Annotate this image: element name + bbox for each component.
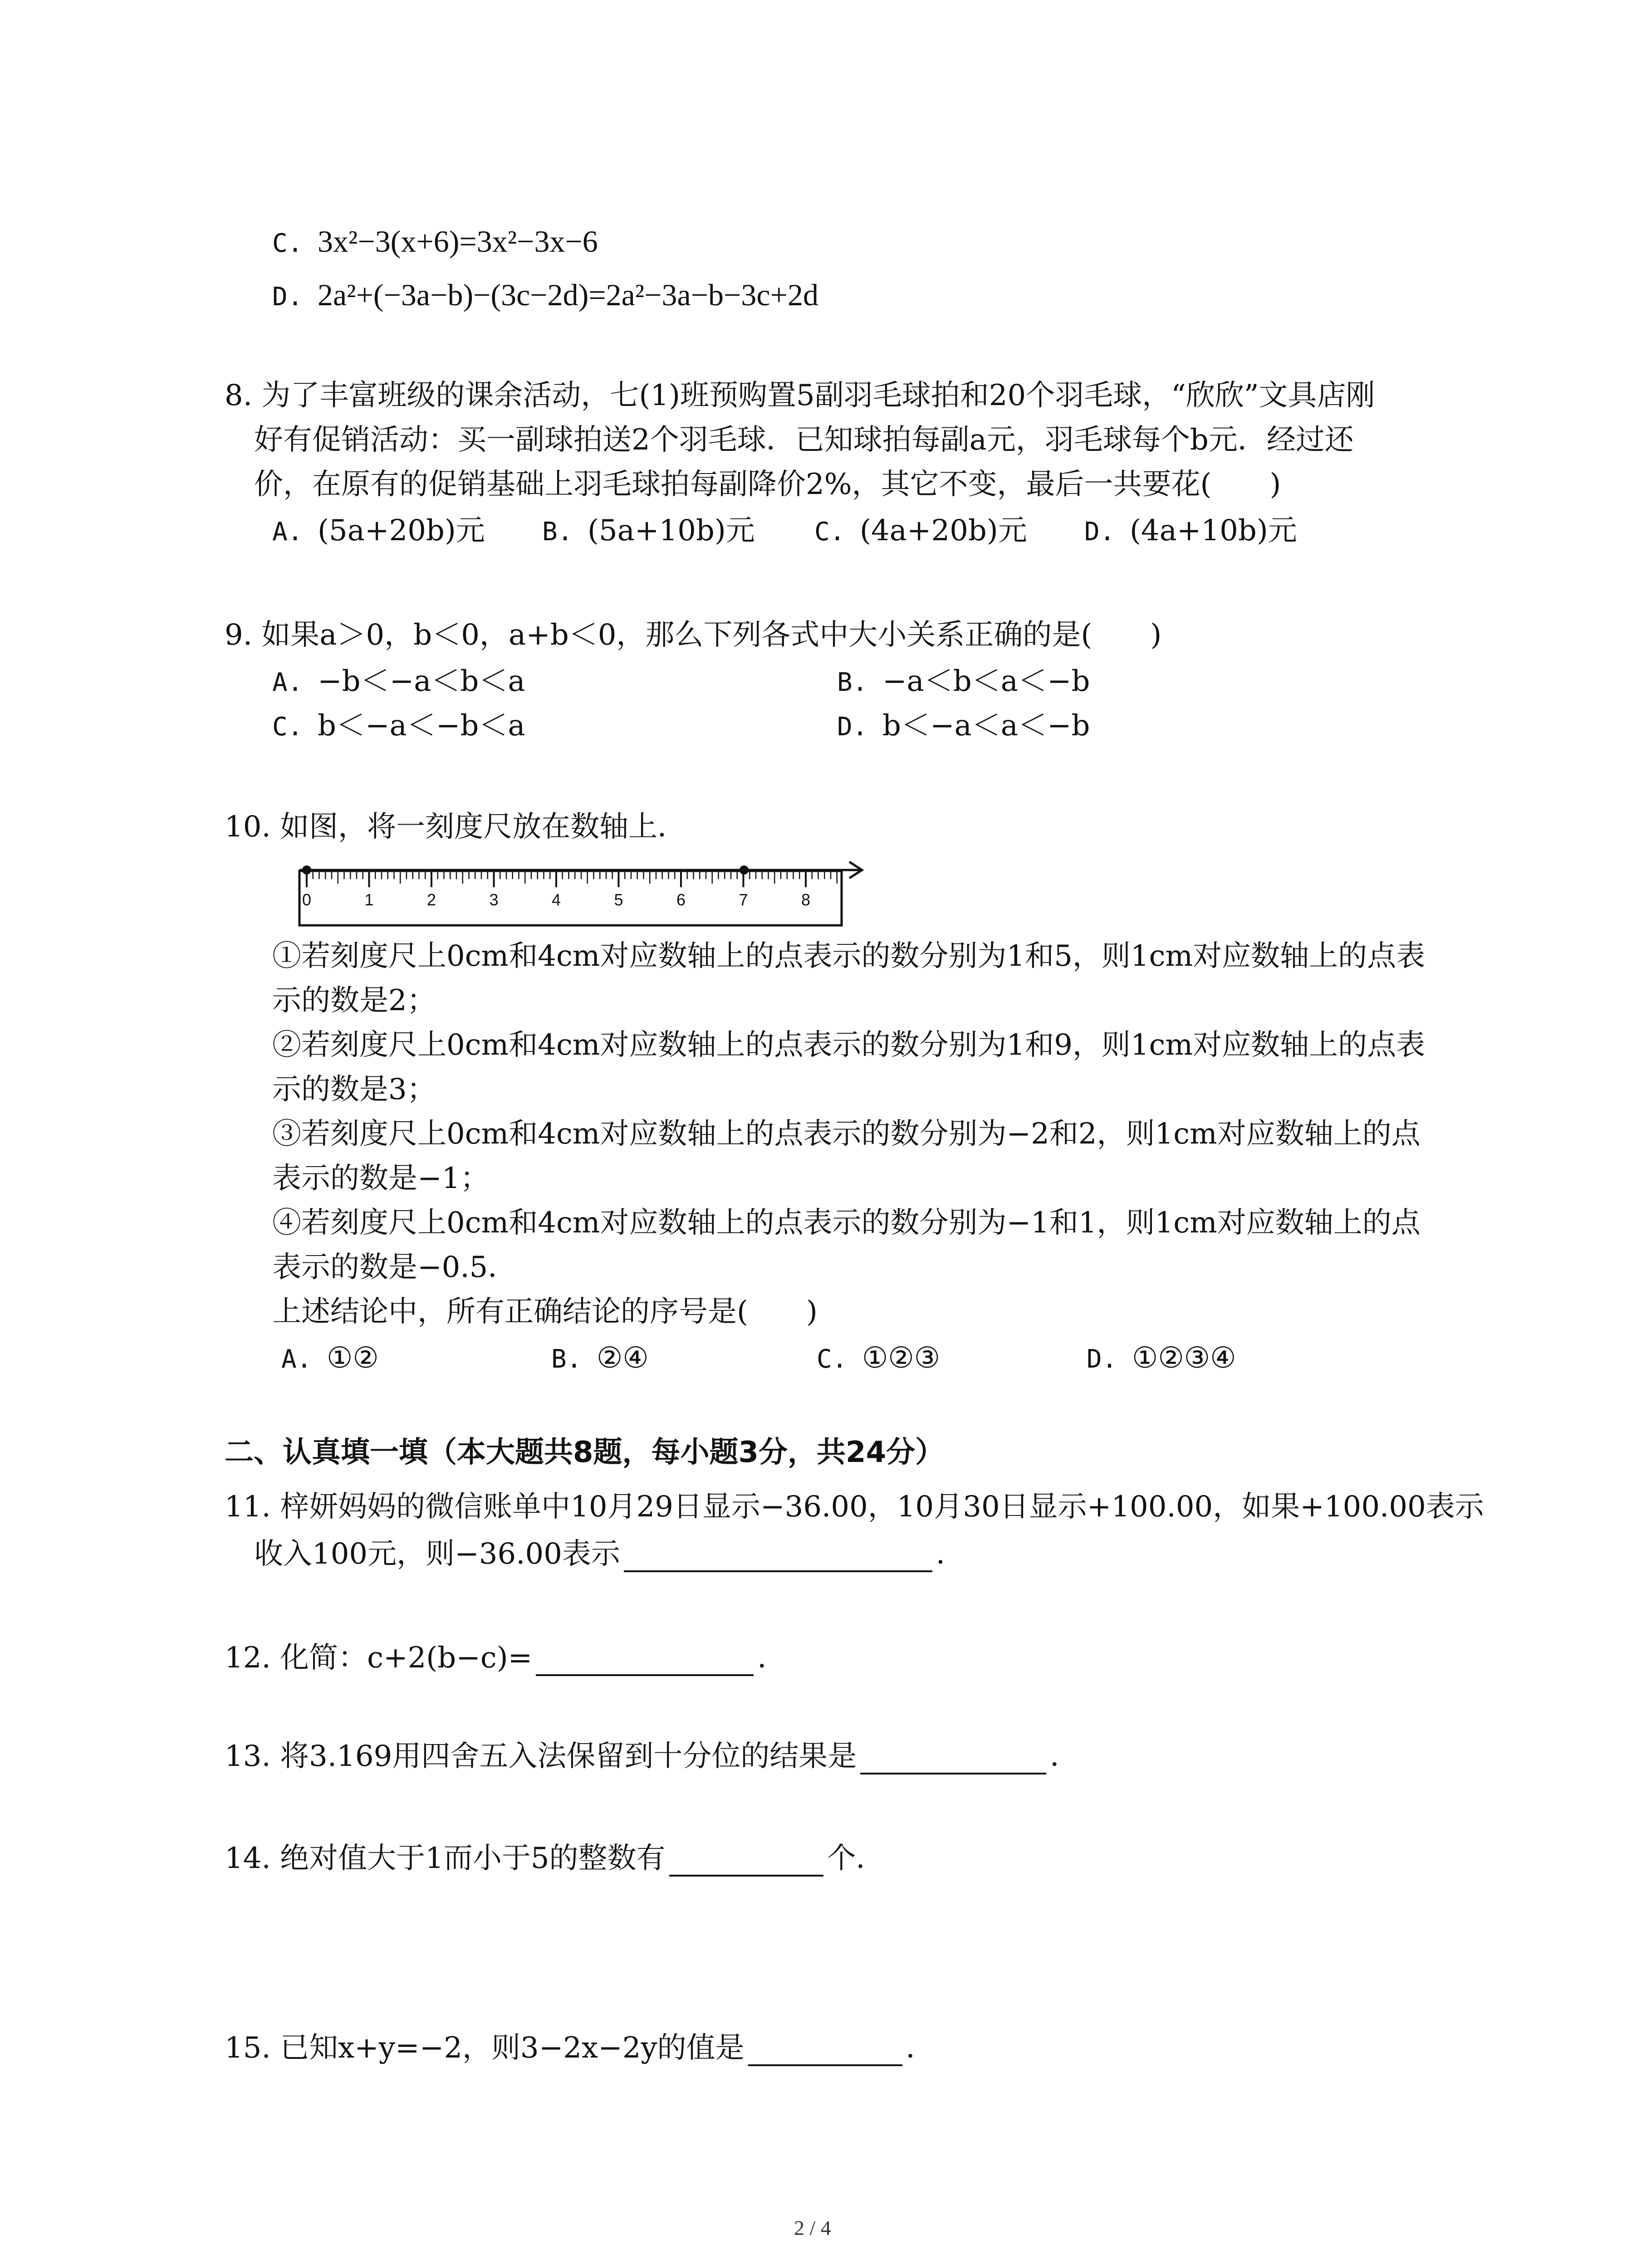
q15-end: ． [906,2031,935,2065]
option-letter: C. [814,517,845,547]
option-text: b＜−a＜a＜−b [882,709,1090,743]
option-text: (5a+10b)元 [588,514,755,547]
ruler-tick-label: 5 [614,890,623,909]
option-text: (4a+10b)元 [1130,514,1297,547]
ruler-tick-label: 4 [551,890,561,909]
q12-text: 12. 化简：c+2(b−c)= [225,1641,533,1675]
q13-end: ． [1050,1740,1079,1773]
q10-statement-2-line1: ②若刻度尺上0cm和4cm对应数轴上的点表示的数分别为1和9，则1cm对应数轴上的点表 [272,1028,1425,1062]
q10-option-c [817,1340,940,1378]
option-text: (5a+20b)元 [318,514,485,547]
option-letter: A. [272,517,303,547]
ruler-tick-label: 8 [801,890,811,909]
q10-statement-3-line1: ③若刻度尺上0cm和4cm对应数轴上的点表示的数分别为−2和2，则1cm对应数轴上的点 [272,1117,1421,1151]
q10-stem: 10. 如图，将一刻度尺放在数轴上． [225,810,687,844]
q8-stem-line2: 好有促销活动：买一副球拍送2个羽毛球．已知球拍每副a元，羽毛球每个b元．经过还 [254,423,1354,457]
q8-option-d [1084,513,1297,550]
option-text: ①②③④ [1132,1341,1236,1375]
option-text: −b＜−a＜b＜a [318,665,525,698]
q10-statement-4-line1: ④若刻度尺上0cm和4cm对应数轴上的点表示的数分别为−1和1，则1cm对应数轴上的点 [272,1206,1421,1240]
q15-text: 15. 已知x+y=−2，则3−2x−2y的值是 [225,2031,745,2065]
ruler-tick-label: 6 [676,890,686,909]
q8-option-b [542,513,755,550]
ruler-body [299,871,842,925]
option-letter: D. [1087,1344,1117,1374]
q13-text: 13. 将3.169用四舍五入法保留到十分位的结果是 [225,1740,857,1773]
option-letter: B. [551,1344,582,1374]
option-letter: C. [272,229,303,258]
q9-option-d [837,708,1090,745]
option-letter: D. [272,282,303,312]
option-letter: A. [272,668,303,697]
option-letter: B. [542,517,573,547]
option-text: ①②③ [862,1341,941,1375]
option-letter: D. [1084,517,1115,547]
q10-statement-1-line1: ①若刻度尺上0cm和4cm对应数轴上的点表示的数分别为1和5，则1cm对应数轴上的点表 [272,939,1425,973]
option-letter: D. [837,712,868,742]
page-number: 2 / 4 [794,2216,831,2239]
q11-stem-line1: 11. 梓妍妈妈的微信账单中10月29日显示−36.00，10月30日显示+100.00，如果+100.00表示 [225,1490,1484,1524]
option-letter: C. [272,712,303,742]
q11-answer-blank[interactable] [624,1539,932,1572]
option-text: −a＜b＜a＜−b [882,665,1090,698]
q10-statement-1-line2: 示的数是2； [272,984,436,1017]
q13-answer-blank[interactable] [860,1741,1046,1774]
q15 [225,2030,935,2066]
q12-end: ． [757,1641,787,1675]
ruler-tick-label: 3 [489,890,499,909]
q10-statement-2-line2: 示的数是3； [272,1073,436,1106]
q8-option-a [272,513,485,550]
q15-answer-blank[interactable] [748,2033,902,2066]
ruler-tick-label: 7 [739,890,748,909]
q10-statement-4-line2: 表示的数是−0.5． [272,1251,517,1284]
q10-option-d [1087,1340,1236,1378]
q13 [225,1738,1079,1774]
q14-text: 14. 绝对值大于1而小于5的整数有 [225,1842,666,1875]
q9-option-a [272,663,525,701]
section-2-heading: 二、认真填一填（本大题共8题，每小题3分，共24分） [225,1436,945,1469]
q12 [225,1640,786,1676]
q10-option-b [551,1340,649,1378]
q7-option-d [272,277,818,315]
q8-stem-line1: 8. 为了丰富班级的课余活动，七(1)班预购置5副羽毛球拍和20个羽毛球，“欣欣”文具店刚 [225,379,1375,412]
option-text: 2a²+(−3a−b)−(3c−2d)=2a²−3a−b−3c+2d [318,278,818,312]
q14-answer-blank[interactable] [669,1843,823,1877]
option-letter: A. [281,1344,312,1374]
q14 [225,1840,885,1877]
q8-option-c [814,513,1027,550]
q11-text: 收入100元，则−36.00表示 [254,1537,620,1571]
ruler-tick-label: 2 [426,890,436,909]
option-text: 3x²−3(x+6)=3x²−3x−6 [318,224,598,259]
option-text: ②④ [597,1341,649,1375]
option-text: (4a+20b)元 [860,514,1027,547]
q9-stem: 9. 如果a＞0，b＜0，a+b＜0，那么下列各式中大小关系正确的是( ) [225,618,1162,652]
q9-option-b [837,663,1090,701]
q11-stem-line2 [254,1536,965,1572]
q10-ask: 上述结论中，所有正确结论的序号是( ) [272,1295,818,1329]
q9-option-c [272,708,525,745]
q10-statement-3-line2: 表示的数是−1； [272,1162,490,1195]
ruler-on-number-line-figure [272,857,889,943]
option-letter: B. [837,668,868,697]
q12-answer-blank[interactable] [536,1642,754,1676]
q7-option-c [272,223,598,262]
option-text: b＜−a＜−b＜a [318,709,525,743]
ruler-tick-label: 0 [302,890,312,909]
q10-option-a [281,1340,379,1378]
option-letter: C. [817,1344,847,1374]
ruler-tick-label: 1 [364,890,374,909]
q11-end: ． [936,1537,965,1571]
q14-end: 个． [827,1842,885,1875]
option-text: ①② [327,1341,379,1375]
q8-stem-line3: 价，在原有的促销基础上羽毛球拍每副降价2%，其它不变，最后一共要花( ) [254,468,1281,501]
